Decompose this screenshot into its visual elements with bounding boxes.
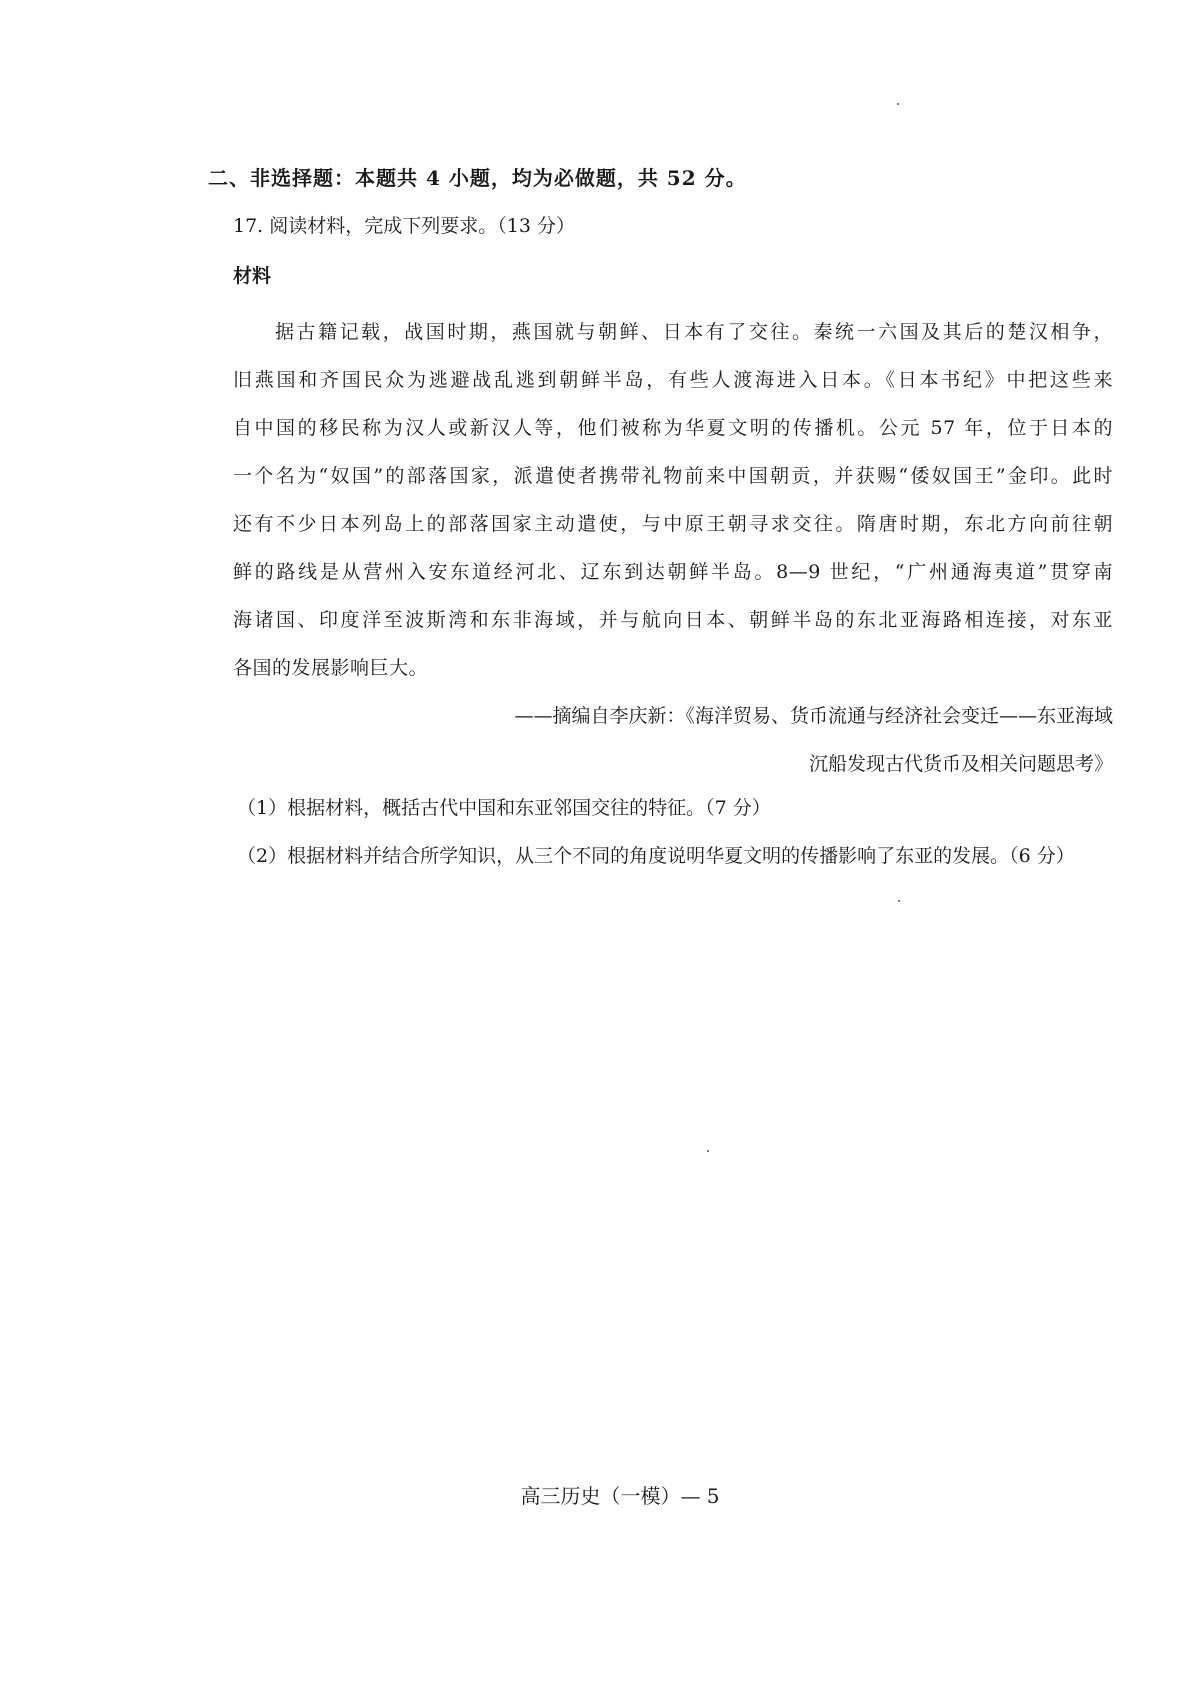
sub-question-1: （1）根据材料，概括古代中国和东亚邻国交往的特征。（7 分）	[237, 797, 771, 819]
question-title: 17. 阅读材料，完成下列要求。（13 分）	[233, 215, 575, 237]
scan-speck	[897, 103, 899, 105]
material-line: 各国的发展影响巨大。	[233, 657, 429, 679]
source-citation-line1: ——摘编自李庆新：《海洋贸易、货币流通与经济社会变迁——东亚海域	[514, 705, 1113, 727]
section-title: 二、非选择题：本题共 4 小题，均为必做题，共 52 分。	[208, 166, 747, 190]
material-line: 据古籍记载，战国时期，燕国就与朝鲜、日本有了交往。秦统一六国及其后的楚汉相争，	[275, 321, 1113, 343]
material-line: 还有不少日本列岛上的部落国家主动遣使，与中原王朝寻求交往。隋唐时期，东北方向前往朝	[233, 513, 1113, 535]
material-line: 鲜的路线是从营州入安东道经河北、辽东到达朝鲜半岛。8—9 世纪，“广州通海夷道”贯穿南	[233, 561, 1113, 583]
material-line: 旧燕国和齐国民众为逃避战乱逃到朝鲜半岛，有些人渡海进入日本。《日本书纪》中把这些来	[233, 369, 1113, 391]
scan-speck	[898, 900, 900, 902]
material-label: 材料	[233, 265, 272, 287]
material-line: 海诸国、印度洋至波斯湾和东非海域，并与航向日本、朝鲜半岛的东北亚海路相连接，对东亚	[233, 609, 1113, 631]
material-paragraph	[233, 308, 1113, 692]
page-footer: 高三历史（一模）— 5	[520, 1484, 720, 1508]
material-line: 一个名为“奴国”的部落国家，派遣使者携带礼物前来中国朝贡，并获赐“倭奴国王”金印。此时	[233, 465, 1113, 487]
source-citation-line2: 沉船发现古代货币及相关问题思考》	[808, 753, 1113, 775]
sub-question-2: （2）根据材料并结合所学知识，从三个不同的角度说明华夏文明的传播影响了东亚的发展。（6 分）	[237, 845, 1075, 867]
scan-speck	[707, 1150, 709, 1152]
material-line: 自中国的移民称为汉人或新汉人等，他们被称为华夏文明的传播机。公元 57 年，位于日本的	[233, 417, 1113, 439]
